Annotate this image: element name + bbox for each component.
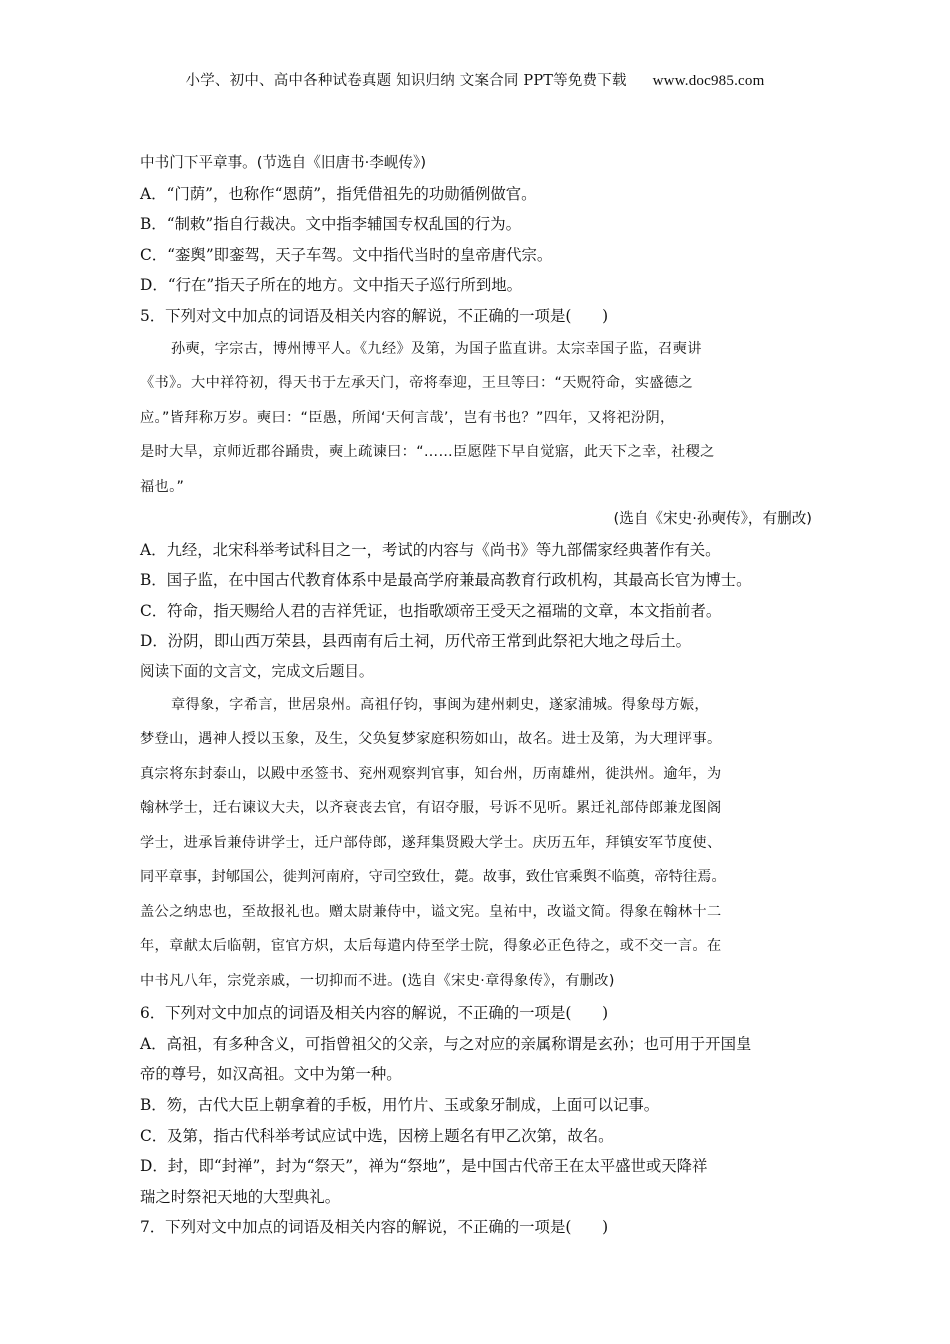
q5-passage-line: 福也。” xyxy=(140,478,185,495)
q4-option-c: C．“銮舆”即銮驾，天子车驾。文中指代当时的皇帝唐代宗。 xyxy=(140,245,553,264)
q5-passage-line: 孙奭，字宗古，博州博平人。《九经》及第，为国子监直讲。太宗幸国子监，召奭讲 xyxy=(171,340,702,357)
q4-option-b: B．“制敕”指自行裁决。文中指李辅国专权乱国的行为。 xyxy=(140,215,522,234)
q6-stem: 6．下列对文中加点的词语及相关内容的解说，不正确的一项是( ) xyxy=(140,1004,609,1023)
q5-stem: 5．下列对文中加点的词语及相关内容的解说，不正确的一项是( ) xyxy=(140,306,609,325)
reading-passage-line: 同平章事，封郇国公，徙判河南府，守司空致仕，薨。故事，致仕官乘舆不临奠，帝特往焉。 xyxy=(140,869,726,886)
reading-passage-line: 学士，进承旨兼侍讲学士，迁户部侍郎，遂拜集贤殿大学士。庆历五年，拜镇安军节度使、 xyxy=(140,834,722,851)
reading-passage-line: 年，章献太后临朝，宦官方炽，太后每遣内侍至学士院，得象必正色待之，或不交一言。在 xyxy=(140,938,722,955)
page-content xyxy=(140,148,812,1243)
q5-option-a: A．九经，北宋科举考试科目之一，考试的内容与《尚书》等九部儒家经典著作有关。 xyxy=(140,540,721,559)
q5-option-c: C．符命，指天赐给人君的吉祥凭证，也指歌颂帝王受天之福瑞的文章，本文指前者。 xyxy=(140,601,722,620)
q4-option-a: A．“门荫”，也称作“恩荫”，指凭借祖先的功勋循例做官。 xyxy=(140,184,537,203)
q5-source: (选自《宋史·孙奭传》，有删改) xyxy=(613,510,812,528)
q5-passage-line: 《书》。大中祥符初，得天书于左承天门，帝将奉迎，王旦等曰：“天贶符命，实盛德之 xyxy=(140,375,694,392)
q6-option-a-cont: 帝的尊号，如汉高祖。文中为第一种。 xyxy=(140,1065,402,1084)
reading-passage-line: 盖公之纳忠也，至故报礼也。赠太尉兼侍中，谥文宪。皇祐中，改谥文简。得象在翰林十二 xyxy=(140,903,722,920)
q5-option-d: D．汾阴，即山西万荣县，县西南有后土祠，历代帝王常到此祭祀大地之母后土。 xyxy=(140,632,692,651)
q4-source-line: 中书门下平章事。(节选自《旧唐书·李岘传》) xyxy=(140,154,427,171)
reading-passage-line: 翰林学士，迁右谏议大夫，以齐衰丧去官，有诏夺服，号诉不见听。累迁礼部侍郎兼龙图阁 xyxy=(140,800,722,817)
reading-instruction: 阅读下面的文言文，完成文后题目。 xyxy=(140,663,374,681)
q5-passage-line: 应。”皆拜称万岁。奭曰：“臣愚，所闻‘天何言哉’，岂有书也？”四年，又将祀汾阴， xyxy=(140,409,675,426)
header-site: www.doc985.com xyxy=(652,73,765,89)
header-text: 小学、初中、高中各种试卷真题 知识归纳 文案合同 PPT等免费下载 xyxy=(185,73,627,89)
q6-option-d: D．封，即“封禅”，封为“祭天”，禅为“祭地”，是中国古代帝王在太平盛世或天降祥 xyxy=(140,1157,708,1176)
q5-option-b: B．国子监，在中国古代教育体系中是最高学府兼最高教育行政机构，其最高长官为博士。 xyxy=(140,571,752,590)
q6-option-d-cont: 瑞之时祭祀天地的大型典礼。 xyxy=(140,1187,341,1206)
reading-passage-line: 章得象，字希言，世居泉州。高祖仔钧，事闽为建州刺史，遂家浦城。得象母方娠， xyxy=(171,696,709,713)
q5-passage-line: 是时大旱，京师近郡谷踊贵，奭上疏谏曰：“……臣愿陛下早自觉寤，此天下之幸，社稷之 xyxy=(140,444,715,461)
q6-option-c: C．及第，指古代科举考试应试中选，因榜上题名有甲乙次第，故名。 xyxy=(140,1126,614,1145)
page-header xyxy=(0,69,950,90)
q7-stem: 7．下列对文中加点的词语及相关内容的解说，不正确的一项是( ) xyxy=(140,1218,609,1237)
reading-passage-line: 中书凡八年，宗党亲戚，一切抑而不进。(选自《宋史·章得象传》，有删改) xyxy=(140,972,615,989)
reading-passage-line: 真宗将东封泰山，以殿中丞签书、兖州观察判官事，知台州，历南雄州，徙洪州。逾年，为 xyxy=(140,765,722,782)
q4-option-d: D．“行在”指天子所在的地方。文中指天子巡行所到地。 xyxy=(140,276,523,295)
q6-option-b: B．笏，古代大臣上朝拿着的手板，用竹片、玉或象牙制成，上面可以记事。 xyxy=(140,1095,660,1114)
q6-option-a: A．高祖，有多种含义，可指曾祖父的父亲，与之对应的亲属称谓是玄孙；也可用于开国皇 xyxy=(140,1034,752,1053)
reading-passage-line: 梦登山，遇神人授以玉象，及生，父奂复梦家庭积笏如山，故名。进士及第，为大理评事。 xyxy=(140,731,722,748)
